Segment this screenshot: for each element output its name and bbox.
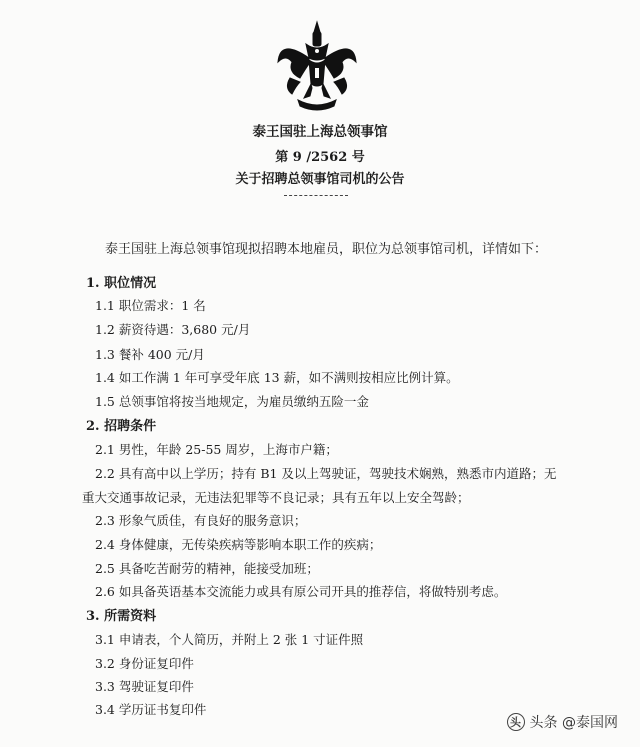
consulate-title: 泰王国驻上海总领事馆 (252, 124, 388, 140)
list-item: 3.3 驾驶证复印件 (95, 679, 194, 694)
list-item: 2.4 身体健康，无传染疾病等影响本职工作的疾病； (95, 537, 382, 552)
list-item: 重大交通事故记录，无违法犯罪等不良记录；具有五年以上安全驾龄； (82, 490, 470, 505)
list-item: 1.1 职位需求：1 名 (95, 298, 206, 313)
list-item: 1.2 薪资待遇：3,680 元/月 (95, 322, 251, 337)
list-item: 2.5 具备吃苦耐劳的精神，能接受加班； (95, 561, 319, 576)
section-title: 1. 职位情况 (86, 276, 157, 291)
list-item: 1.4 如工作满 1 年可享受年底 13 薪，如不满则按相应比例计算。 (95, 370, 459, 385)
watermark (507, 712, 618, 732)
announcement-number: 第 9 /2562 号 (275, 150, 365, 165)
list-item: 2.6 如具备英语基本交流能力或具有原公司开具的推荐信，将做特别考虑。 (95, 584, 507, 599)
section-title: 3. 所需资料 (86, 609, 157, 624)
intro-paragraph: 泰王国驻上海总领事馆现拟招聘本地雇员，职位为总领事馆司机，详情如下： (105, 242, 548, 257)
header-divider (284, 195, 348, 196)
watermark-text: 头条 @泰国网 (529, 715, 618, 731)
list-item: 1.5 总领事馆将按当地规定，为雇员缴纳五险一金 (95, 394, 369, 409)
section-title: 2. 招聘条件 (86, 419, 157, 434)
list-item: 3.1 申请表，个人简历，并附上 2 张 1 寸证件照 (95, 632, 364, 647)
announcement-subject: 关于招聘总领事馆司机的公告 (235, 172, 405, 187)
list-item: 2.2 具有高中以上学历；持有 B1 及以上驾驶证，驾驶技术娴熟，熟悉市内道路；无 (95, 466, 557, 481)
garuda-emblem-icon (276, 18, 358, 114)
toutiao-logo-icon: 头 (507, 713, 525, 731)
list-item: 2.1 男性，年龄 25-55 周岁，上海市户籍； (95, 442, 338, 457)
list-item: 3.2 身份证复印件 (95, 656, 194, 671)
list-item: 2.3 形象气质佳，有良好的服务意识； (95, 513, 307, 528)
list-item: 3.4 学历证书复印件 (95, 702, 207, 717)
list-item: 1.3 餐补 400 元/月 (95, 347, 205, 362)
